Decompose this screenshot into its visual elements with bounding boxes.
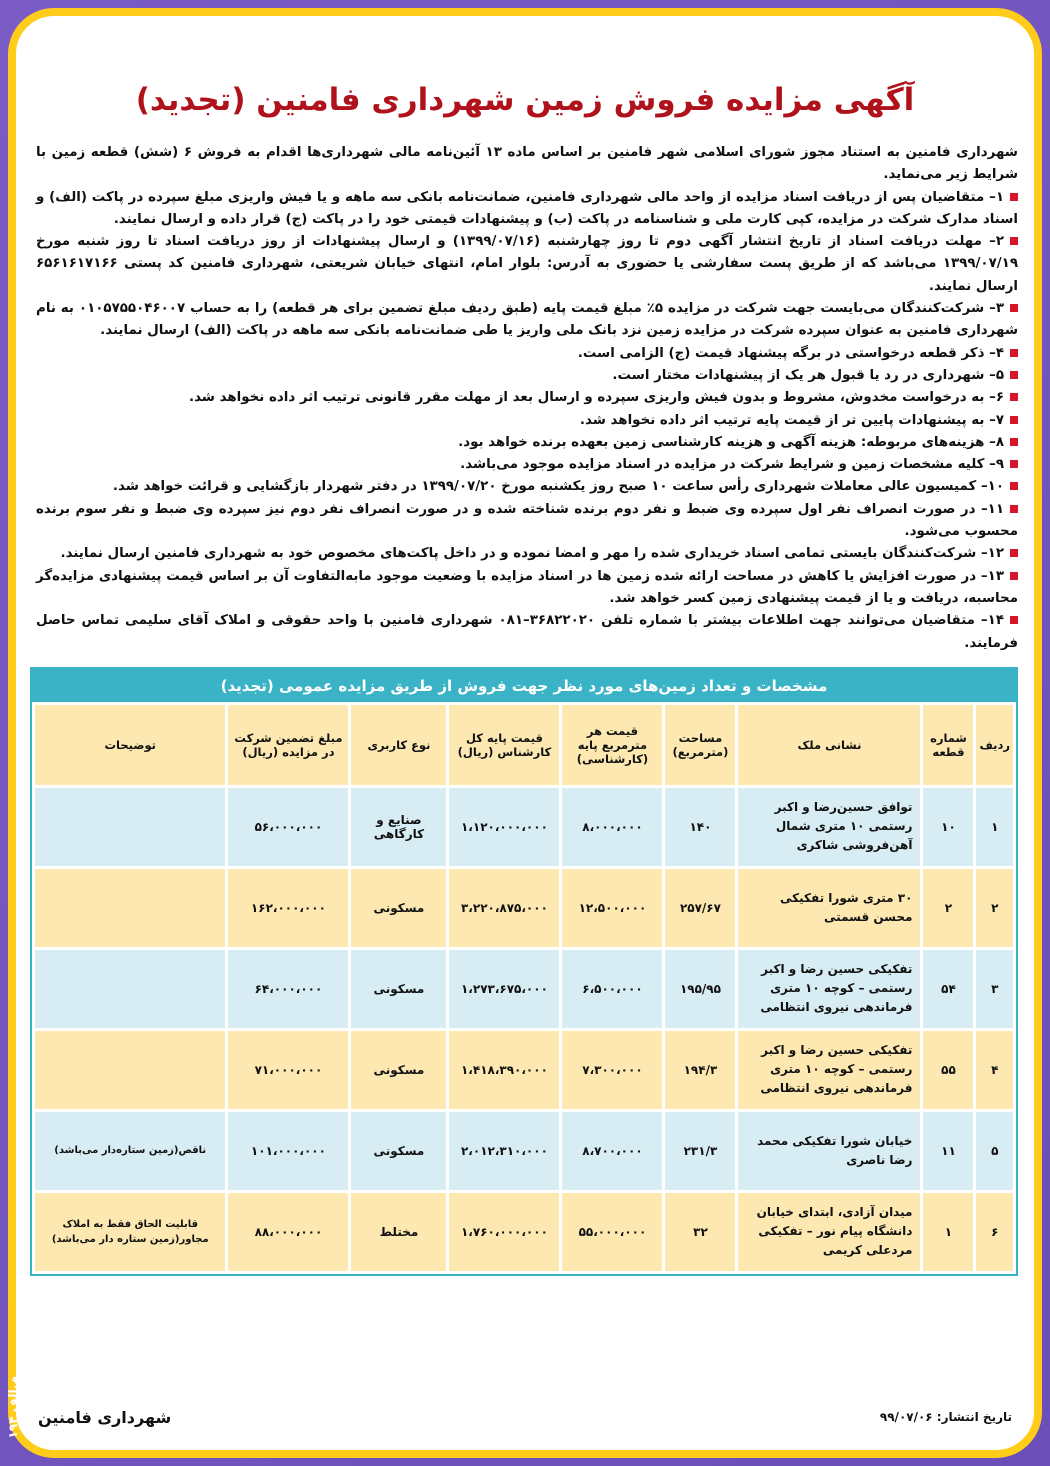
notice-footer (24, 1402, 1026, 1432)
cell-row-number: ۴ (976, 1031, 1013, 1109)
clause-2: ۲– مهلت دریافت اسناد از تاریخ انتشار آگهی دوم تا روز چهارشنبه (۱۳۹۹/۰۷/۱۶) و ارسال پیشنهادات از روز دریافت اسناد تا روز شنبه مورخ ۱۳۹۹/۰۷/۱۹ می‌باشد که از طریق پست سفارشی یا حضوری به آدرس: بلوار امام، انتهای خیابان شریعتی، شهرداری فامنین کد پستی ۶۵۶۱۶۱۷۱۶۶ ارسال نمایند. (36, 234, 1018, 294)
cell-address: خیابان شورا تفکیکی محمد رضا ناصری (738, 1112, 920, 1190)
cell-area: ۱۹۵/۹۵ (665, 950, 735, 1028)
cell-total-price: ۲،۰۱۲،۳۱۰،۰۰۰ (449, 1112, 559, 1190)
clause-9: ۹– کلیه مشخصات زمین و شرایط شرکت در مزایده در اسناد مزایده موجود می‌باشد. (36, 454, 1018, 476)
cell-deposit: ۵۶،۰۰۰،۰۰۰ (228, 788, 348, 866)
cell-unit-price: ۱۲،۵۰۰،۰۰۰ (562, 869, 662, 947)
notice-body (24, 142, 1026, 655)
cell-usage: مسکونی (351, 950, 446, 1028)
cell-usage: مسکونی (351, 1112, 446, 1190)
cell-area: ۱۴۰ (665, 788, 735, 866)
header-total-price: قیمت پایه کل کارشناس (ریال) (449, 705, 559, 785)
table-row (35, 950, 1013, 1028)
table-row (35, 1112, 1013, 1190)
cell-row-number: ۵ (976, 1112, 1013, 1190)
cell-total-price: ۱،۱۲۰،۰۰۰،۰۰۰ (449, 788, 559, 866)
cell-area: ۲۳۱/۳ (665, 1112, 735, 1190)
cell-unit-price: ۷،۳۰۰،۰۰۰ (562, 1031, 662, 1109)
cell-total-price: ۱،۷۶۰،۰۰۰،۰۰۰ (449, 1193, 559, 1271)
cell-deposit: ۶۴،۰۰۰،۰۰۰ (228, 950, 348, 1028)
cell-lot-number: ۱۱ (923, 1112, 973, 1190)
cell-unit-price: ۸،۰۰۰،۰۰۰ (562, 788, 662, 866)
cell-notes (35, 1031, 225, 1109)
bullet-icon (1010, 237, 1018, 245)
cell-row-number: ۶ (976, 1193, 1013, 1271)
cell-row-number: ۱ (976, 788, 1013, 866)
clause-12: ۱۲– شرکت‌کنندگان بایستی تمامی اسناد خریداری شده را مهر و امضا نموده و در داخل پاکت‌های مخصوص خود به شهرداری فامنین ارسال نمایند. (36, 543, 1018, 565)
clause-14: ۱۴– متقاضیان می‌توانند جهت اطلاعات بیشتر با شماره تلفن ۳۶۸۲۲۰۲۰–۰۸۱ شهرداری فامنین با واحد حقوقی و املاک آقای سلیمی تماس حاصل فرمایند. (36, 613, 1018, 651)
bullet-icon (1010, 371, 1018, 379)
header-deposit: مبلغ تضمین شرکت در مزایده (ریال) (228, 705, 348, 785)
cell-total-price: ۱،۴۱۸،۳۹۰،۰۰۰ (449, 1031, 559, 1109)
clause-5: ۵– شهرداری در رد یا قبول هر یک از پیشنهادات مختار است. (36, 365, 1018, 387)
cell-address: میدان آزادی، ابتدای خیابان دانشگاه پیام نور – تفکیکی مردعلی کریمی (738, 1193, 920, 1271)
land-table (32, 702, 1016, 1274)
cell-address: تفکیکی حسین رضا و اکبر رستمی – کوچه ۱۰ متری فرماندهی نیروی انتظامی (738, 1031, 920, 1109)
cell-usage: مسکونی (351, 869, 446, 947)
bullet-icon (1010, 549, 1018, 557)
clause-10: ۱۰– کمیسیون عالی معاملات شهرداری رأس ساعت ۱۰ صبح روز یکشنبه مورخ ۱۳۹۹/۰۷/۲۰ در دفتر شهردار بازگشایی و قرائت خواهد شد. (36, 476, 1018, 498)
land-table-container (30, 667, 1018, 1276)
table-row (35, 788, 1013, 866)
cell-address: توافق حسین‌رضا و اکبر رستمی ۱۰ متری شمال آهن‌فروشی شاکری (738, 788, 920, 866)
clause-6: ۶– به درخواست مخدوش، مشروط و بدون فیش واریزی سپرده و ارسال بعد از مهلت مقرر قانونی ترتیب اثر داده نخواهد شد. (36, 387, 1018, 409)
table-row (35, 1031, 1013, 1109)
clause-3: ۳– شرکت‌کنندگان می‌بایست جهت شرکت در مزایده ۵٪ مبلغ قیمت پایه (طبق ردیف مبلغ تضمین برای هر قطعه) را به حساب ۰۱۰۵۷۵۵۰۴۶۰۰۷ به نام شهرداری فامنین به عنوان سپرده شرکت در مزایده زمین نزد بانک ملی واریز یا طی ضمانت‌نامه بانکی سه ماهه در پاکت (الف) ارسال نمایند. (36, 301, 1018, 339)
cell-lot-number: ۵۵ (923, 1031, 973, 1109)
cell-deposit: ۱۰۱،۰۰۰،۰۰۰ (228, 1112, 348, 1190)
cell-total-price: ۳،۲۲۰،۸۷۵،۰۰۰ (449, 869, 559, 947)
header-lot-number: شماره قطعه (923, 705, 973, 785)
cell-deposit: ۱۶۲،۰۰۰،۰۰۰ (228, 869, 348, 947)
municipality-signature: شهرداری فامنین (38, 1407, 172, 1427)
table-row (35, 869, 1013, 947)
cell-notes (35, 788, 225, 866)
clause-13: ۱۳– در صورت افزایش یا کاهش در مساحت ارائه شده زمین ها در اسناد مزایده با وضعیت موجود مابه‌التفاوت آن بر اساس قیمت پیشنهادی مزایده‌گر محاسبه، دریافت و یا از قیمت پیشنهادی زمین کسر خواهد شد. (36, 568, 1018, 606)
bullet-icon (1010, 416, 1018, 424)
table-row (35, 1193, 1013, 1271)
header-unit-price: قیمت هر مترمربع پایه (کارشناسی) (562, 705, 662, 785)
intro-paragraph: شهرداری فامنین به استناد مجوز شورای اسلامی شهر فامنین بر اساس ماده ۱۳ آئین‌نامه مالی شهرداری‌ها اقدام به فروش ۶ (شش) قطعه زمین با شرایط زیر می‌نماید. (36, 145, 1018, 183)
cell-area: ۲۵۷/۶۷ (665, 869, 735, 947)
bullet-icon (1010, 482, 1018, 490)
cell-unit-price: ۶،۵۰۰،۰۰۰ (562, 950, 662, 1028)
cell-notes: ناقص(زمین ستاره‌دار می‌باشد) (35, 1112, 225, 1190)
cell-lot-number: ۱ (923, 1193, 973, 1271)
land-table-heading: مشخصات و تعداد زمین‌های مورد نظر جهت فروش از طریق مزایده عمومی (تجدید) (32, 669, 1016, 702)
cell-usage: صنایع و کارگاهی (351, 788, 446, 866)
cell-notes (35, 950, 225, 1028)
cell-row-number: ۳ (976, 950, 1013, 1028)
cell-area: ۳۲ (665, 1193, 735, 1271)
cell-unit-price: ۸،۷۰۰،۰۰۰ (562, 1112, 662, 1190)
publication-date: تاریخ انتشار: ۹۹/۰۷/۰۶ (879, 1410, 1012, 1424)
cell-area: ۱۹۴/۳ (665, 1031, 735, 1109)
cell-address: تفکیکی حسین رضا و اکبر رستمی – کوچه ۱۰ متری فرماندهی نیروی انتظامی (738, 950, 920, 1028)
cell-lot-number: ۲ (923, 869, 973, 947)
header-address: نشانی ملک (738, 705, 920, 785)
bullet-icon (1010, 572, 1018, 580)
bullet-icon (1010, 616, 1018, 624)
notice-content (24, 28, 1026, 1440)
bullet-icon (1010, 349, 1018, 357)
cell-unit-price: ۵۵،۰۰۰،۰۰۰ (562, 1193, 662, 1271)
cell-lot-number: ۵۴ (923, 950, 973, 1028)
ad-code: م.الف ۱۹۴ (6, 1375, 20, 1438)
clause-8: ۸– هزینه‌های مربوطه: هزینه آگهی و هزینه کارشناسی زمین بعهده برنده خواهد بود. (36, 432, 1018, 454)
clause-11: ۱۱– در صورت انصراف نفر اول سپرده وی ضبط و نفر دوم برنده شناخته شده و در صورت انصراف نفر دوم نیز سپرده وی ضبط و نفر سوم برنده محسوب می‌شود. (36, 501, 1018, 540)
header-area: مساحت (مترمربع) (665, 705, 735, 785)
clause-7: ۷– به پیشنهادات پایین تر از قیمت پایه ترتیب اثر داده نخواهد شد. (36, 410, 1018, 432)
clause-4: ۴– ذکر قطعه درخواستی در برگه پیشنهاد قیمت (ج) الزامی است. (36, 343, 1018, 365)
cell-row-number: ۲ (976, 869, 1013, 947)
clause-1: ۱– متقاضیان پس از دریافت اسناد مزایده از واحد مالی شهرداری فامنین، ضمانت‌نامه بانکی سه ماهه و یا فیش واریزی مبلغ سپرده در پاکت (الف) و اسناد مدارک شرکت در مزایده، کپی کارت ملی و شناسنامه در پاکت (ب) و پیشنهادات قیمتی خود را در پاکت (ج) قرار داده و ارسال نمایند. (36, 189, 1018, 227)
cell-deposit: ۷۱،۰۰۰،۰۰۰ (228, 1031, 348, 1109)
cell-notes: قابلیت الحاق فقط به املاک مجاور(زمین ستاره دار می‌باشد) (35, 1193, 225, 1271)
cell-lot-number: ۱۰ (923, 788, 973, 866)
bullet-icon (1010, 505, 1018, 513)
cell-total-price: ۱،۲۷۳،۶۷۵،۰۰۰ (449, 950, 559, 1028)
bullet-icon (1010, 460, 1018, 468)
cell-deposit: ۸۸،۰۰۰،۰۰۰ (228, 1193, 348, 1271)
cell-notes (35, 869, 225, 947)
cell-address: ۳۰ متری شورا تفکیکی محسن قسمتی (738, 869, 920, 947)
cell-usage: مسکونی (351, 1031, 446, 1109)
header-usage: نوع کاربری (351, 705, 446, 785)
notice-title: آگهی مزایده فروش زمین شهرداری فامنین (تجدید) (135, 82, 915, 118)
cell-usage: مختلط (351, 1193, 446, 1271)
bullet-icon (1010, 193, 1018, 201)
table-header-row (35, 705, 1013, 785)
header-notes: توضیحات (35, 705, 225, 785)
header-row-number: ردیف (976, 705, 1013, 785)
bullet-icon (1010, 438, 1018, 446)
bullet-icon (1010, 393, 1018, 401)
bullet-icon (1010, 304, 1018, 312)
